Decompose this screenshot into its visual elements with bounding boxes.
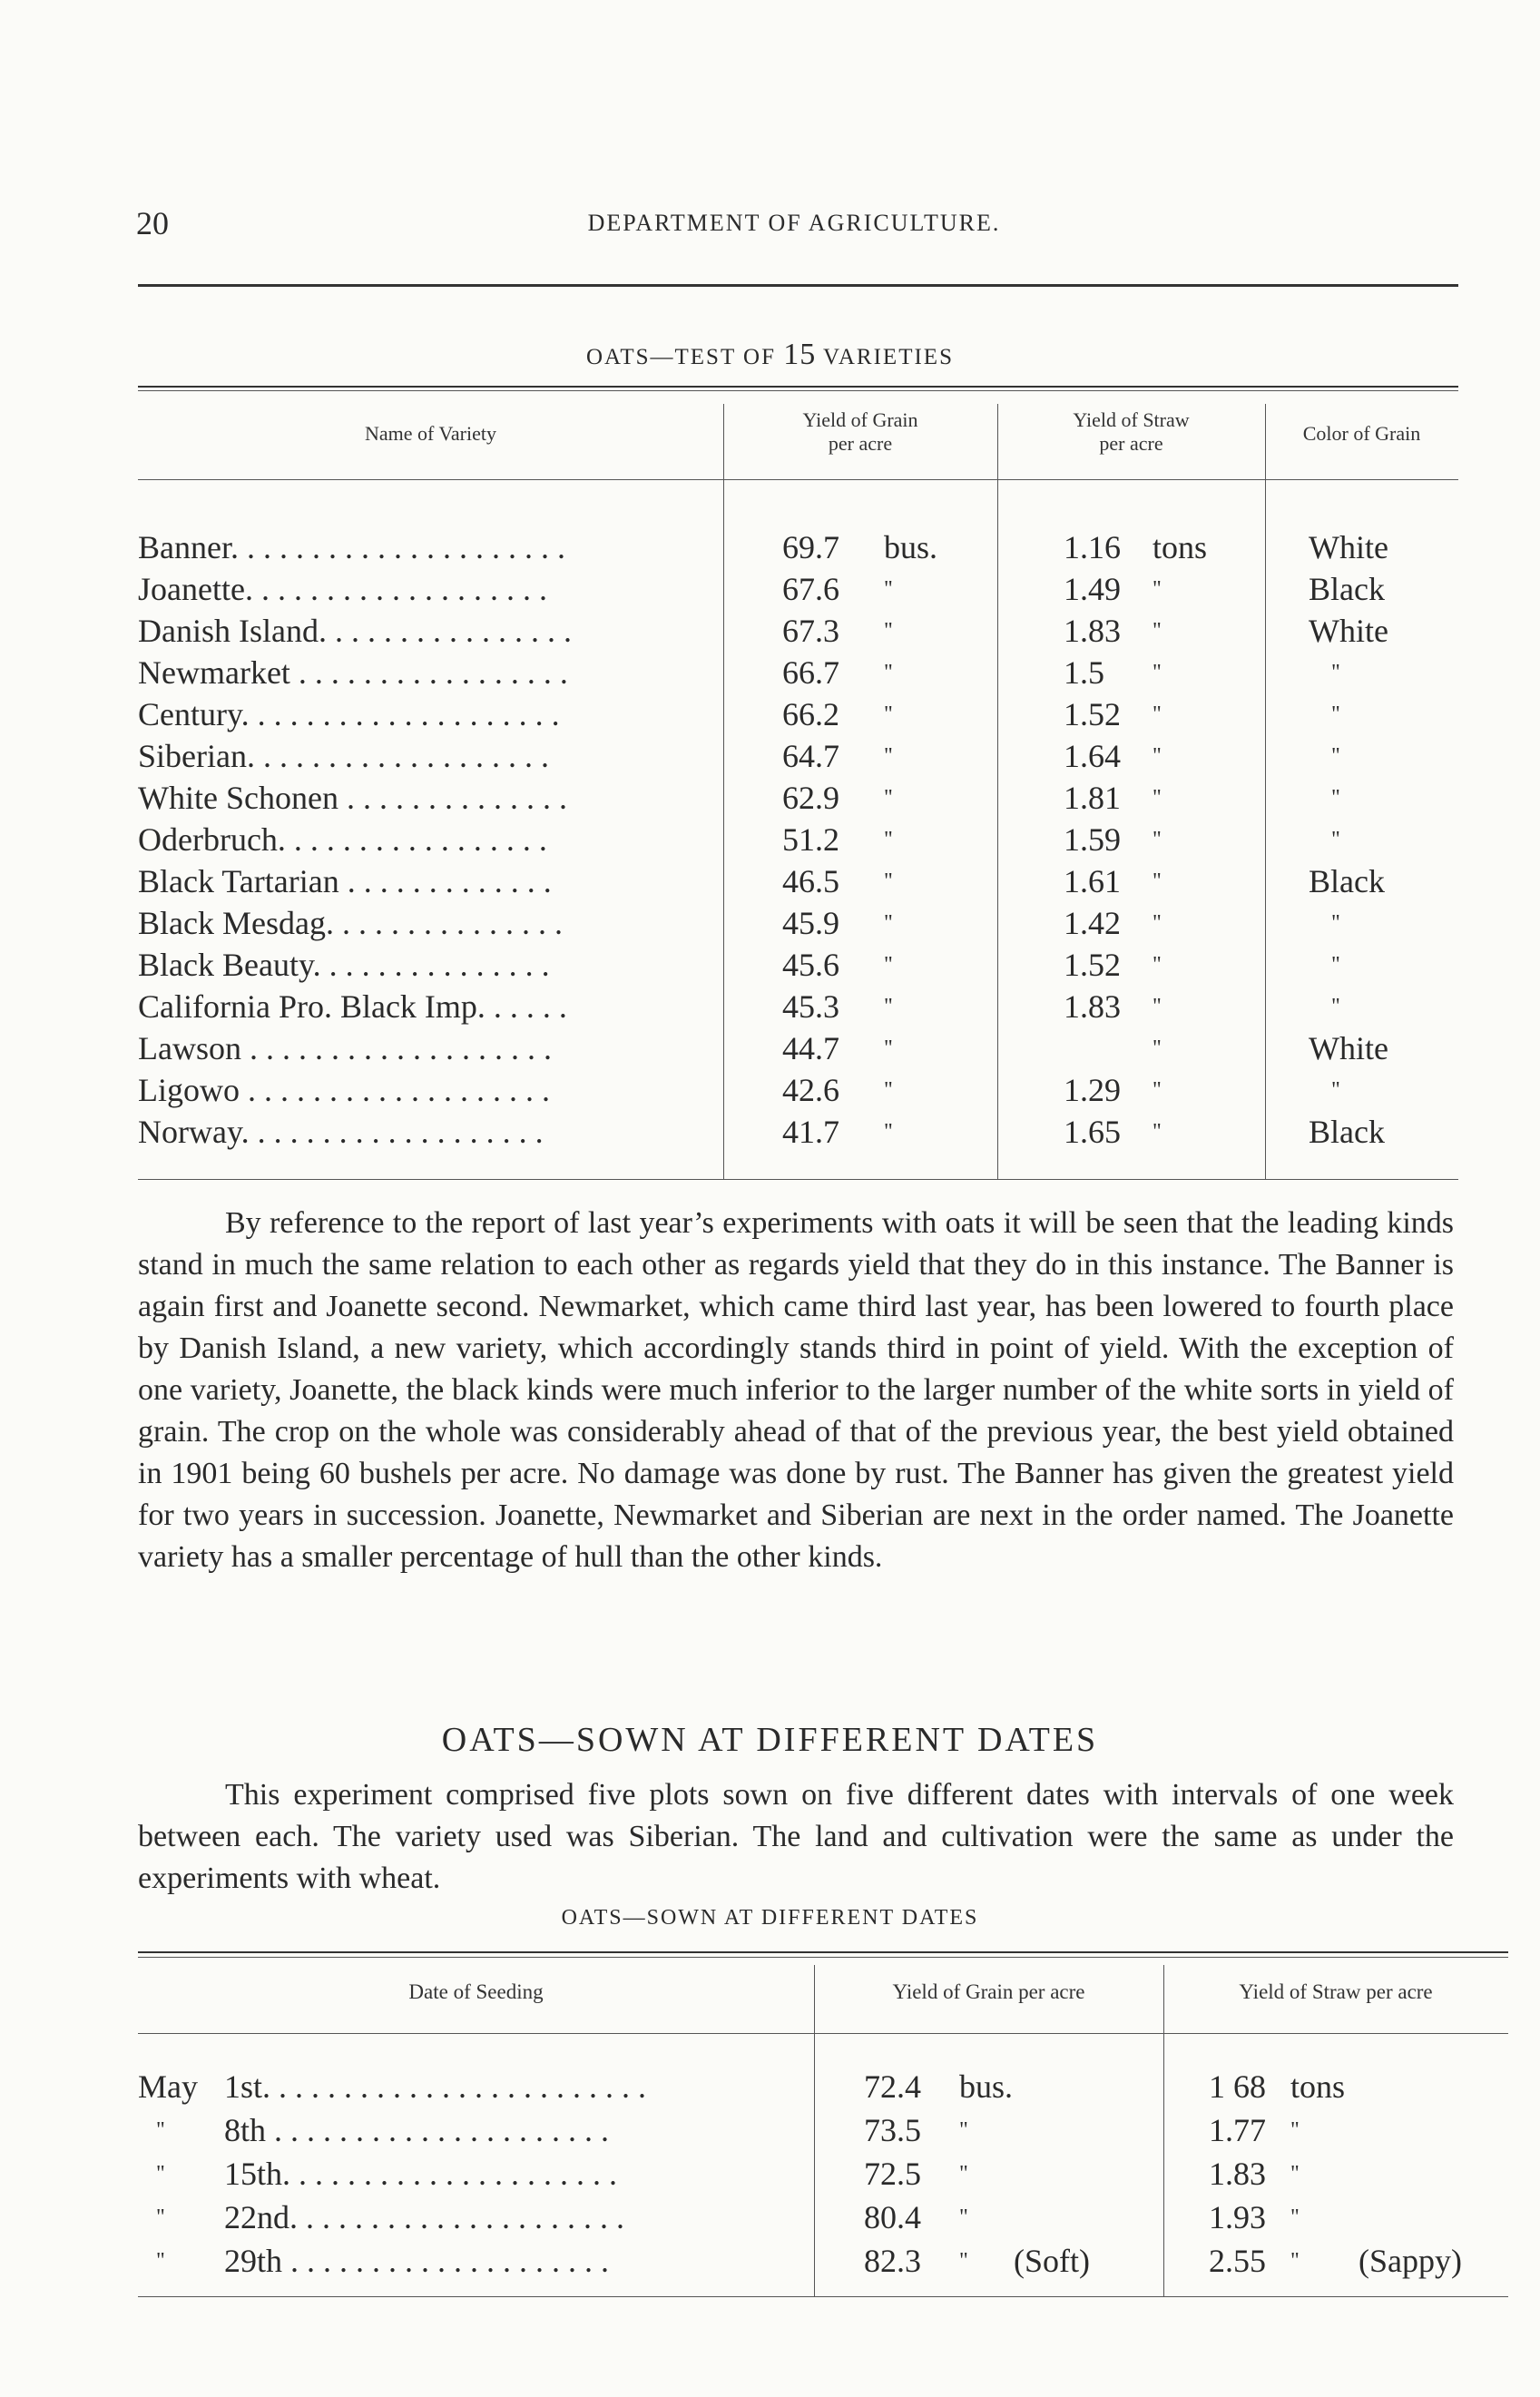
variety-name: Siberian. . . . . . . . . . . . . . . . . . .: [138, 738, 549, 774]
seeding-day: 15th. . . . . . . . . . . . . . . . . . . . .: [224, 2156, 618, 2192]
grain-yield: 72.5: [864, 2156, 921, 2192]
running-header: [136, 204, 1452, 250]
grain-unit: ": [884, 1078, 893, 1102]
seeding-month: May: [138, 2068, 198, 2105]
grain-unit: ": [884, 869, 893, 893]
seeding-dates-table: [138, 1942, 1508, 2323]
grain-unit: ": [884, 786, 893, 810]
grain-color: Black: [1309, 863, 1385, 899]
straw-unit: ": [1153, 619, 1162, 643]
grain-note: (Soft): [1014, 2243, 1090, 2279]
table-row: [138, 568, 1458, 610]
grain-yield: 73.5: [864, 2112, 921, 2148]
grain-unit: ": [884, 828, 893, 851]
grain-yield: 41.7: [782, 1114, 839, 1150]
straw-unit: ": [1153, 828, 1162, 851]
grain-unit: bus.: [884, 529, 938, 565]
variety-name: Oderbruch. . . . . . . . . . . . . . . . .: [138, 821, 547, 858]
straw-unit: ": [1153, 661, 1162, 684]
grain-unit: ": [884, 1120, 893, 1144]
straw-unit: ": [1153, 953, 1162, 977]
seeding-day: 22nd. . . . . . . . . . . . . . . . . . . . .: [224, 2199, 624, 2235]
table-row: [138, 1111, 1458, 1153]
straw-yield: 1.83: [1209, 2156, 1266, 2192]
table1-bottom-rule: [138, 1179, 1458, 1180]
grain-color: ": [1331, 828, 1340, 851]
grain-color: White: [1309, 1030, 1388, 1066]
table-row: [138, 2113, 1508, 2147]
varieties-table: [138, 386, 1458, 1194]
grain-yield: 42.6: [782, 1072, 839, 1108]
grain-yield: 51.2: [782, 821, 839, 858]
grain-yield: 45.3: [782, 988, 839, 1025]
table-row: [138, 944, 1458, 986]
grain-yield: 69.7: [782, 529, 839, 565]
straw-yield: 1.5: [1064, 654, 1104, 691]
straw-yield: 1.52: [1064, 696, 1121, 732]
straw-yield: 1.83: [1064, 613, 1121, 649]
straw-unit: tons: [1153, 529, 1208, 565]
table1-top-rule: [138, 386, 1458, 388]
seeding-month: ": [156, 2205, 165, 2229]
grain-yield: 46.5: [782, 863, 839, 899]
straw-yield: 1 68: [1209, 2068, 1266, 2105]
table2-header-rule: [138, 2033, 1508, 2034]
grain-color: White: [1309, 613, 1388, 649]
straw-unit: ": [1153, 1036, 1162, 1060]
grain-unit: ": [884, 744, 893, 768]
straw-unit: ": [1290, 2249, 1300, 2273]
section-heading: OATS—SOWN AT DIFFERENT DATES: [441, 1721, 1099, 1759]
grain-yield: 72.4: [864, 2068, 921, 2105]
grain-unit: ": [884, 661, 893, 684]
straw-unit: ": [1153, 995, 1162, 1018]
variety-name: California Pro. Black Imp. . . . . .: [138, 988, 567, 1025]
table-row: [138, 2200, 1508, 2235]
grain-unit: ": [959, 2249, 968, 2273]
seeding-day: 8th . . . . . . . . . . . . . . . . . . . . .: [224, 2112, 610, 2148]
straw-unit: ": [1153, 869, 1162, 893]
grain-yield: 66.2: [782, 696, 839, 732]
grain-color: ": [1331, 786, 1340, 810]
grain-unit: ": [959, 2162, 968, 2186]
variety-name: Joanette. . . . . . . . . . . . . . . . . . .: [138, 571, 547, 607]
table-row: [138, 860, 1458, 902]
straw-yield: 2.55: [1209, 2243, 1266, 2279]
variety-name: Lawson . . . . . . . . . . . . . . . . . . .: [138, 1030, 552, 1066]
grain-yield: 62.9: [782, 780, 839, 816]
table2-bottom-rule: [138, 2296, 1508, 2297]
grain-color: Black: [1309, 1114, 1385, 1150]
straw-yield: 1.49: [1064, 571, 1121, 607]
experiment-paragraph: This experiment comprised five plots sown on five different dates with intervals of one week between each. The variety used was Siberian. The land and cultivation were the same as under the experiments with wheat.: [138, 1778, 1454, 1895]
grain-unit: ": [884, 995, 893, 1018]
table1-top-rule-2: [138, 390, 1458, 391]
table2-top-rule-2: [138, 1957, 1508, 1958]
running-title: DEPARTMENT OF AGRICULTURE.: [587, 210, 1001, 236]
table2-caption: OATS—SOWN AT DIFFERENT DATES: [561, 1906, 979, 1930]
straw-yield: 1.61: [1064, 863, 1121, 899]
grain-yield: 44.7: [782, 1030, 839, 1066]
discussion-paragraph: By reference to the report of last year’s experiments with oats it will be seen that the leading kinds stand in much the same relation to each other as regards yield that they do in this instance. The Banner is again first and Joanette second. Newmarket, which came third last year, has been lowered to fourth place by Danish Island, a new variety, which accordingly stands third in point of yield. With the exception of one variety, Joanette, the black kinds were much inferior to the larger number of the white sorts in yield of grain. The crop on the whole was considerably ahead of that of the previous year, the best yield obtained in 1901 being 60 bushels per acre. No damage was done by rust. The Banner has given the greatest yield for two years in succession. Joanette, Newmarket and Siberian are next in the order named. The Joanette variety has a smaller percentage of hull than the other kinds.: [138, 1206, 1454, 1574]
seeding-month: ": [156, 2249, 165, 2273]
grain-color: Black: [1309, 571, 1385, 607]
seeding-month: ": [156, 2118, 165, 2142]
grain-unit: ": [959, 2205, 968, 2229]
variety-name: White Schonen . . . . . . . . . . . . . .: [138, 780, 567, 816]
grain-color: ": [1331, 744, 1340, 768]
header-yield-grain: Yield of Grain per acre: [892, 1980, 1085, 2003]
grain-yield: 67.6: [782, 571, 839, 607]
table-row: [138, 986, 1458, 1027]
straw-unit: ": [1153, 744, 1162, 768]
table-row: [138, 2069, 1508, 2104]
page-number: 20: [136, 205, 169, 241]
header-yield-straw: Yield of Straw per acre: [1073, 408, 1190, 455]
straw-yield: 1.52: [1064, 947, 1121, 983]
straw-yield: 1.42: [1064, 905, 1121, 941]
grain-color: White: [1309, 529, 1388, 565]
grain-yield: 45.9: [782, 905, 839, 941]
variety-name: Ligowo . . . . . . . . . . . . . . . . . . .: [138, 1072, 550, 1108]
straw-note: (Sappy): [1359, 2243, 1462, 2279]
table-row: [138, 777, 1458, 819]
straw-yield: 1.81: [1064, 780, 1121, 816]
grain-color: ": [1331, 661, 1340, 684]
grain-yield: 45.6: [782, 947, 839, 983]
variety-name: Black Beauty. . . . . . . . . . . . . . .: [138, 947, 550, 983]
grain-color: ": [1331, 995, 1340, 1018]
grain-color: ": [1331, 1078, 1340, 1102]
grain-yield: 67.3: [782, 613, 839, 649]
straw-unit: ": [1153, 911, 1162, 935]
straw-unit: ": [1153, 1120, 1162, 1144]
variety-name: Black Tartarian . . . . . . . . . . . . .: [138, 863, 552, 899]
table-row: [138, 902, 1458, 944]
grain-unit: bus.: [959, 2068, 1014, 2105]
variety-name: Banner. . . . . . . . . . . . . . . . . . . . .: [138, 529, 565, 565]
seeding-month: ": [156, 2162, 165, 2186]
grain-unit: ": [884, 577, 893, 601]
table-row: [138, 2156, 1508, 2191]
straw-yield: 1.64: [1064, 738, 1121, 774]
straw-unit: ": [1290, 2205, 1300, 2229]
header-color-of-grain: Color of Grain: [1302, 422, 1421, 445]
straw-unit: ": [1153, 702, 1162, 726]
variety-name: Black Mesdag. . . . . . . . . . . . . . .: [138, 905, 563, 941]
variety-name: Newmarket . . . . . . . . . . . . . . . . .: [138, 654, 568, 691]
straw-unit: ": [1153, 577, 1162, 601]
grain-unit: ": [884, 953, 893, 977]
variety-name: Century. . . . . . . . . . . . . . . . . . . .: [138, 696, 560, 732]
header-name-of-variety: Name of Variety: [365, 422, 496, 445]
header-yield-straw: Yield of Straw per acre: [1239, 1980, 1433, 2003]
table2-top-rule: [138, 1951, 1508, 1953]
grain-color: ": [1331, 702, 1340, 726]
grain-unit: ": [884, 702, 893, 726]
grain-yield: 82.3: [864, 2243, 921, 2279]
table-row: [138, 735, 1458, 777]
header-date-of-seeding: Date of Seeding: [408, 1980, 544, 2003]
straw-unit: ": [1290, 2118, 1300, 2142]
grain-yield: 66.7: [782, 654, 839, 691]
grain-unit: ": [884, 619, 893, 643]
variety-name: Norway. . . . . . . . . . . . . . . . . . .: [138, 1114, 544, 1150]
table1-header-rule: [138, 479, 1458, 480]
seeding-day: 29th . . . . . . . . . . . . . . . . . . . .: [224, 2243, 610, 2279]
grain-unit: ": [884, 1036, 893, 1060]
table-row: [138, 1069, 1458, 1111]
grain-unit: ": [884, 911, 893, 935]
straw-unit: ": [1153, 786, 1162, 810]
header-yield-grain: Yield of Grain per acre: [802, 408, 918, 455]
grain-yield: 64.7: [782, 738, 839, 774]
table-row: [138, 819, 1458, 860]
straw-yield: 1.65: [1064, 1114, 1121, 1150]
grain-unit: ": [959, 2118, 968, 2142]
header-rule: [138, 284, 1458, 287]
table-row: [138, 693, 1458, 735]
table-row: [138, 652, 1458, 693]
straw-yield: 1.83: [1064, 988, 1121, 1025]
straw-yield: 1.93: [1209, 2199, 1266, 2235]
table-row: [138, 610, 1458, 652]
table1-caption-number: 15: [783, 338, 817, 371]
straw-yield: 1.16: [1064, 529, 1121, 565]
table-row: [138, 526, 1458, 568]
straw-unit: ": [1290, 2162, 1300, 2186]
straw-yield: 1.29: [1064, 1072, 1121, 1108]
grain-yield: 80.4: [864, 2199, 921, 2235]
straw-unit: ": [1153, 1078, 1162, 1102]
variety-name: Danish Island. . . . . . . . . . . . . . . .: [138, 613, 572, 649]
table1-caption: OATS—TEST OF 15 VARIETIES: [586, 338, 954, 371]
table-row: [138, 2244, 1508, 2278]
grain-color: ": [1331, 953, 1340, 977]
straw-yield: 1.77: [1209, 2112, 1266, 2148]
straw-yield: 1.59: [1064, 821, 1121, 858]
grain-color: ": [1331, 911, 1340, 935]
seeding-day: 1st. . . . . . . . . . . . . . . . . . . . . . . .: [224, 2068, 647, 2105]
straw-unit: tons: [1290, 2068, 1346, 2105]
table-row: [138, 1027, 1458, 1069]
